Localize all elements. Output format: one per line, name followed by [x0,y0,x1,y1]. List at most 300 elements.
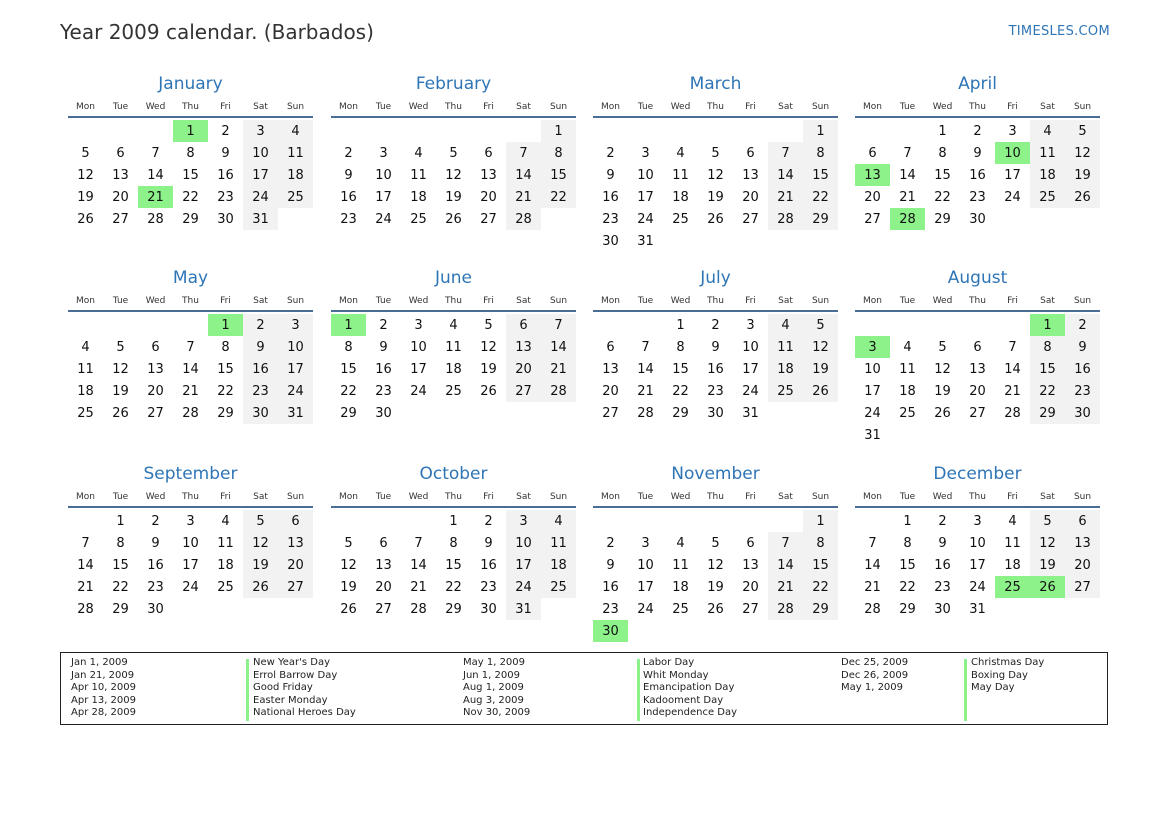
day-cell: 26 [1030,576,1065,598]
day-cell: 2 [606,145,615,161]
empty-cell [1065,208,1100,230]
day-cell: 15 [340,361,357,377]
day-cell: 4 [541,510,576,532]
day-cell: 26 [934,405,951,421]
day-cell: 29 [803,598,838,620]
day-cell: 9 [973,145,982,161]
weekday-label: Fri [1007,296,1018,306]
day-cell: 30 [602,233,619,249]
empty-cell [401,510,436,532]
day-cell: 12 [243,532,278,554]
month-september [68,464,313,620]
day-cell: 7 [768,142,803,164]
empty-cell [960,424,995,446]
day-cell: 19 [1030,554,1065,576]
day-cell: 11 [410,167,427,183]
day-cell: 6 [116,145,125,161]
day-cell: 2 [606,535,615,551]
day-cell: 29 [112,601,129,617]
day-cell: 3 [641,535,650,551]
day-cell: 22 [803,576,838,598]
day-cell: 18 [1030,164,1065,186]
day-cell: 14 [768,164,803,186]
day-cell: 28 [541,380,576,402]
empty-cell [541,402,576,424]
day-cell: 20 [1065,554,1100,576]
day-cell: 3 [1008,123,1017,139]
day-cell: 15 [803,554,838,576]
legend-entry: Dec 26, 2009 [841,669,909,681]
weekday-label: Sat [253,492,268,502]
weekday-label: Sun [286,492,305,502]
empty-cell [995,598,1030,620]
day-cell: 27 [278,576,313,598]
legend-col2-dates [463,657,530,720]
day-grid [855,314,1100,446]
empty-cell [733,230,768,252]
weekday-header [855,488,1100,508]
day-cell: 7 [151,145,160,161]
weekday-label: Thu [969,492,986,502]
day-cell: 26 [445,211,462,227]
day-cell: 9 [484,535,493,551]
day-cell: 27 [147,405,164,421]
day-cell: 22 [899,579,916,595]
empty-cell [890,424,925,446]
day-cell: 5 [449,145,458,161]
day-cell: 4 [81,339,90,355]
day-cell: 26 [340,601,357,617]
month-name: November [671,464,760,484]
empty-cell [593,120,628,142]
empty-cell [1065,598,1100,620]
day-cell: 4 [278,120,313,142]
day-cell: 25 [1030,186,1065,208]
day-cell: 2 [711,317,720,333]
weekday-label: Fri [483,492,494,502]
day-cell: 19 [340,579,357,595]
day-cell: 8 [938,145,947,161]
day-cell: 6 [379,535,388,551]
day-cell: 27 [1065,576,1100,598]
day-cell: 11 [77,361,94,377]
day-cell: 29 [1030,402,1065,424]
day-cell: 20 [864,189,881,205]
day-cell: 29 [445,601,462,617]
day-cell: 19 [803,358,838,380]
day-cell: 16 [375,361,392,377]
day-cell: 29 [217,405,234,421]
day-cell: 1 [173,120,208,142]
month-may [68,268,313,424]
empty-cell [1030,598,1065,620]
weekday-header [68,98,313,118]
month-march [593,74,838,252]
site-brand-link[interactable]: TIMESLES.COM [1008,24,1110,39]
day-cell: 17 [969,557,986,573]
weekday-label: Sun [549,492,568,502]
day-cell: 9 [151,535,160,551]
month-name: February [415,74,492,94]
day-cell: 15 [803,164,838,186]
legend-entry: May 1, 2009 [463,657,526,668]
empty-cell [628,120,663,142]
empty-cell [1030,424,1065,446]
day-cell: 14 [899,167,916,183]
day-cell: 15 [899,557,916,573]
day-cell: 18 [672,189,689,205]
day-cell: 21 [768,576,803,598]
day-cell: 14 [637,361,654,377]
legend-entry: Christmas Day [971,657,1045,668]
day-cell: 12 [112,361,129,377]
legend-entry: Apr 13, 2009 [71,694,137,706]
weekday-label: Sun [811,102,830,112]
empty-cell [733,510,768,532]
day-cell: 10 [637,557,654,573]
empty-cell [68,314,103,336]
day-cell: 31 [969,601,986,617]
month-name: June [434,268,473,288]
day-cell: 17 [742,361,759,377]
legend-entry: Jun 1, 2009 [463,669,520,681]
day-cell: 27 [864,211,881,227]
day-cell: 2 [221,123,230,139]
weekday-label: Tue [112,296,129,306]
weekday-label: Fri [745,102,756,112]
day-cell: 12 [803,336,838,358]
month-name: December [933,464,1022,484]
day-cell: 16 [217,167,234,183]
day-cell: 1 [803,510,838,532]
weekday-label: Thu [707,296,724,306]
day-cell: 4 [221,513,230,529]
empty-cell [331,510,366,532]
legend-entry: Labor Day [643,657,695,668]
weekday-label: Fri [220,296,231,306]
day-cell: 24 [637,211,654,227]
day-cell: 3 [506,510,541,532]
weekday-label: Sat [516,296,531,306]
weekday-label: Wed [408,102,429,112]
day-cell: 10 [864,361,881,377]
weekday-label: Tue [375,102,392,112]
day-cell: 8 [1030,336,1065,358]
weekday-label: Tue [375,296,392,306]
day-cell: 8 [221,339,230,355]
day-cell: 19 [934,383,951,399]
day-cell: 2 [484,513,493,529]
weekday-label: Thu [182,492,199,502]
day-cell: 7 [641,339,650,355]
weekday-label: Mon [339,492,358,502]
day-cell: 10 [182,535,199,551]
legend-col1-names [253,657,356,720]
day-cell: 10 [243,142,278,164]
day-cell: 22 [112,579,129,595]
day-cell: 29 [182,211,199,227]
day-cell: 18 [1004,557,1021,573]
day-cell: 13 [112,167,129,183]
day-cell: 24 [410,383,427,399]
empty-cell [628,620,663,642]
day-cell: 9 [711,339,720,355]
legend-marker [246,659,249,721]
day-cell: 6 [868,145,877,161]
empty-cell [663,510,698,532]
day-cell: 24 [278,380,313,402]
day-cell: 20 [602,383,619,399]
empty-cell [803,620,838,642]
day-cell: 1 [938,123,947,139]
day-grid [593,120,838,252]
day-cell: 25 [672,601,689,617]
weekday-label: Thu [707,492,724,502]
weekday-label: Thu [969,296,986,306]
day-cell: 20 [506,358,541,380]
day-cell: 11 [278,142,313,164]
day-cell: 13 [602,361,619,377]
weekday-label: Mon [601,296,620,306]
day-cell: 16 [340,189,357,205]
weekday-label: Wed [145,296,166,306]
day-cell: 10 [995,142,1030,164]
day-cell: 18 [768,358,803,380]
empty-cell [401,120,436,142]
day-cell: 6 [746,535,755,551]
empty-cell [663,230,698,252]
day-cell: 17 [864,383,881,399]
holiday-legend [60,652,1108,725]
day-cell: 18 [899,383,916,399]
day-cell: 2 [243,314,278,336]
day-cell: 31 [742,405,759,421]
day-cell: 28 [1004,405,1021,421]
day-cell: 23 [602,211,619,227]
day-cell: 28 [864,601,881,617]
day-cell: 17 [637,189,654,205]
day-cell: 22 [445,579,462,595]
day-cell: 5 [344,535,353,551]
day-cell: 3 [278,314,313,336]
day-cell: 9 [606,557,615,573]
weekday-label: Wed [932,492,953,502]
weekday-label: Wed [145,492,166,502]
day-cell: 30 [375,405,392,421]
day-cell: 18 [672,579,689,595]
empty-cell [663,120,698,142]
day-cell: 13 [969,361,986,377]
empty-cell [471,402,506,424]
legend-entry: Aug 3, 2009 [463,694,524,706]
day-cell: 4 [676,145,685,161]
empty-cell [541,208,576,230]
day-cell: 28 [637,405,654,421]
day-cell: 22 [541,186,576,208]
day-cell: 8 [541,142,576,164]
weekday-label: Sat [253,102,268,112]
empty-cell [68,120,103,142]
legend-entry: Dec 25, 2009 [841,657,909,668]
weekday-label: Sun [1073,296,1092,306]
day-cell: 9 [344,167,353,183]
day-cell: 15 [217,361,234,377]
day-cell: 7 [414,535,423,551]
day-cell: 22 [217,383,234,399]
day-cell: 27 [742,211,759,227]
day-cell: 7 [868,535,877,551]
weekday-label: Tue [899,102,916,112]
day-cell: 11 [541,532,576,554]
day-cell: 5 [1030,510,1065,532]
weekday-label: Sat [1040,296,1055,306]
day-cell: 19 [480,361,497,377]
empty-cell [506,120,541,142]
day-cell: 20 [742,189,759,205]
day-cell: 22 [340,383,357,399]
day-cell: 9 [379,339,388,355]
day-cell: 26 [803,380,838,402]
day-cell: 8 [676,339,685,355]
weekday-label: Thu [182,296,199,306]
day-cell: 5 [81,145,90,161]
day-cell: 3 [243,120,278,142]
empty-cell [208,598,243,620]
day-cell: 30 [480,601,497,617]
day-cell: 17 [1004,167,1021,183]
weekday-header [68,292,313,312]
day-cell: 10 [969,535,986,551]
day-cell: 23 [480,579,497,595]
day-cell: 22 [672,383,689,399]
month-april [855,74,1100,230]
empty-cell [803,402,838,424]
day-cell: 4 [676,535,685,551]
day-cell: 26 [707,601,724,617]
empty-cell [855,314,890,336]
legend-entry: Errol Barrow Day [253,669,338,681]
day-cell: 2 [973,123,982,139]
day-cell: 17 [506,554,541,576]
empty-cell [436,120,471,142]
day-cell: 13 [480,167,497,183]
month-name: October [419,464,488,484]
day-cell: 14 [1004,361,1021,377]
day-cell: 27 [506,380,541,402]
day-cell: 19 [112,383,129,399]
day-cell: 30 [217,211,234,227]
day-cell: 22 [934,189,951,205]
day-cell: 2 [1065,314,1100,336]
day-cell: 9 [938,535,947,551]
empty-cell [173,314,208,336]
weekday-label: Fri [1007,102,1018,112]
empty-cell [436,402,471,424]
day-cell: 5 [1065,120,1100,142]
day-grid [855,510,1100,620]
day-cell: 1 [903,513,912,529]
weekday-label: Thu [445,492,462,502]
day-cell: 25 [445,383,462,399]
weekday-label: Tue [375,492,392,502]
day-cell: 23 [147,579,164,595]
day-cell: 13 [506,336,541,358]
empty-cell [278,208,313,230]
day-cell: 12 [77,167,94,183]
page-title: Year 2009 calendar. (Barbados) [60,20,374,44]
day-cell: 3 [973,513,982,529]
legend-entry: May 1, 2009 [841,682,904,694]
day-cell: 17 [637,579,654,595]
day-cell: 22 [803,186,838,208]
day-cell: 30 [243,402,278,424]
weekday-header [331,488,576,508]
month-name: April [958,74,997,94]
empty-cell [995,208,1030,230]
empty-cell [890,120,925,142]
empty-cell [331,120,366,142]
day-cell: 15 [934,167,951,183]
day-cell: 22 [1030,380,1065,402]
weekday-label: Wed [670,102,691,112]
empty-cell [960,314,995,336]
day-cell: 14 [541,336,576,358]
day-cell: 11 [672,557,689,573]
day-cell: 9 [243,336,278,358]
day-cell: 1 [1030,314,1065,336]
day-cell: 12 [480,339,497,355]
day-cell: 8 [803,142,838,164]
day-cell: 18 [77,383,94,399]
day-cell: 15 [672,361,689,377]
day-cell: 10 [742,339,759,355]
weekday-label: Mon [863,492,882,502]
day-cell: 21 [1004,383,1021,399]
day-cell: 16 [1065,358,1100,380]
weekday-header [855,98,1100,118]
weekday-label: Mon [76,102,95,112]
weekday-label: Fri [220,492,231,502]
weekday-label: Wed [408,296,429,306]
day-cell: 12 [934,361,951,377]
day-cell: 6 [151,339,160,355]
legend-col2-names [643,657,737,720]
empty-cell [278,598,313,620]
month-name: July [700,268,731,288]
empty-cell [366,510,401,532]
day-cell: 31 [278,402,313,424]
day-cell: 29 [803,208,838,230]
day-cell: 24 [182,579,199,595]
day-cell: 20 [147,383,164,399]
weekday-label: Fri [745,296,756,306]
day-cell: 12 [1065,142,1100,164]
empty-cell [103,120,138,142]
day-cell: 5 [803,314,838,336]
weekday-header [593,98,838,118]
legend-entry: Aug 1, 2009 [463,682,524,694]
weekday-label: Mon [863,102,882,112]
legend-entry: Kadooment Day [643,694,724,706]
empty-cell [366,120,401,142]
month-january [68,74,313,230]
day-cell: 1 [116,513,125,529]
day-cell: 7 [541,314,576,336]
empty-cell [855,510,890,532]
day-cell: 8 [344,339,353,355]
day-cell: 10 [506,532,541,554]
day-cell: 7 [506,142,541,164]
